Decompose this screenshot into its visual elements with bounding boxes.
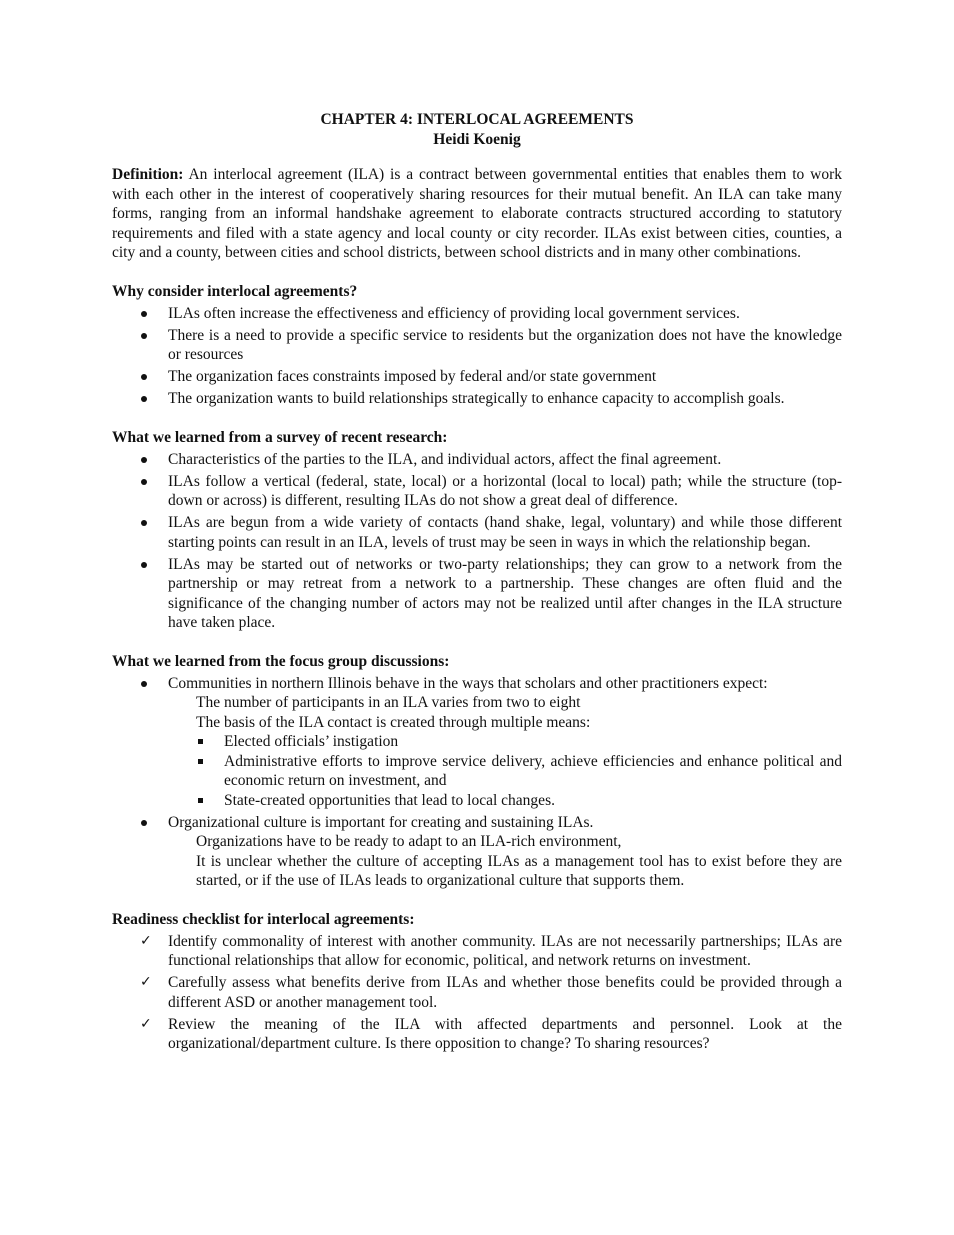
why-heading: Why consider interlocal agreements? [112, 282, 358, 300]
focus-heading: What we learned from the focus group discussions: [112, 652, 450, 670]
checklist-heading: Readiness checklist for interlocal agreements: [112, 910, 415, 928]
definition-text: An interlocal agreement (ILA) is a contract between governmental entities that enables them to work with each other in the interest of cooperatively sharing resources for their mutual benefit. An ILA can take many forms, ranging from an informal handshake agreement to elaborate contracts structured according to statutory requirements and filed with a state agency and local county or city recorder. ILAs exist between cities, counties, a city and a county, between cities and school districts, between school districts and in many other combinations. [112, 166, 842, 261]
list-item: ILAs are begun from a wide variety of contacts (hand shake, legal, voluntary) and while those different starting points can result in an ILA, levels of trust may be seen in ways in which the relationship began. [168, 514, 842, 551]
list-item: Characteristics of the parties to the ILA, and individual actors, affect the final agreement. [168, 450, 722, 468]
square-bullet-icon [198, 739, 203, 744]
why-list [112, 304, 842, 409]
research-heading: What we learned from a survey of recent research: [112, 428, 448, 446]
checkmark-icon: ✓ [140, 1015, 152, 1032]
list-item: ILAs often increase the effectiveness and efficiency of providing local government services. [168, 304, 740, 322]
list-item: ILAs follow a vertical (federal, state, local) or a horizontal (local to local) path; while the structure (top-down or across) is different, resulting ILAs do not show a great deal of difference. [168, 472, 842, 509]
checkmark-icon: ✓ [140, 974, 152, 990]
list-item: Organizational culture is important for creating and sustaining ILAs. Organizations have to be ready to adapt to an ILA-rich environment, It is unclear whether the culture of accepting ILAs as a management tool has to exist before they are started, or if the use of ILAs leads to organizational culture that supports them. [168, 813, 842, 889]
list-item: ✓ Carefully assess what benefits derive from ILAs and whether those benefits could be provided through a different ASD or another management tool. [140, 974, 842, 1011]
list-item: The organization faces constraints imposed by federal and/or state government [168, 368, 657, 385]
chapter-title: CHAPTER 4: INTERLOCAL AGREEMENTS [320, 111, 634, 128]
sublist-item: Administrative efforts to improve service delivery, achieve efficiencies and enhance political and economic return on investment, and [168, 752, 842, 791]
definition-paragraph [112, 165, 842, 263]
research-list [112, 450, 842, 633]
list-item: The organization wants to build relationships strategically to enhance capacity to accomplish goals. [168, 390, 785, 407]
square-bullet-icon [198, 798, 203, 803]
focus-sublist [168, 732, 842, 810]
sublist-item: State-created opportunities that lead to local changes. [168, 791, 842, 811]
list-item: ✓ Review the meaning of the ILA with affected departments and personnel. Look at the organizational/department culture. Is there opposition to change? To sharing resources? [140, 1015, 842, 1052]
focus-subline: Organizations have to be ready to adapt to an ILA-rich environment, [196, 833, 622, 850]
list-item: ILAs may be started out of networks or two-party relationships; they can grow to a network from the partnership or may retreat from a network to a partnership. These changes are often fluid and the significance of the changing number of actors may not be realized until after changes in the ILA structure have taken place. [168, 555, 842, 631]
checkmark-icon: ✓ [140, 932, 152, 949]
focus-list [112, 674, 842, 891]
list-item: ✓ Identify commonality of interest with another community. ILAs are not necessarily partnerships; ILAs are functional relationships that allow for economic, political, and network returns on investment. [140, 932, 842, 969]
focus-subline: The number of participants in an ILA varies from two to eight [196, 694, 581, 711]
author-name: Heidi Koenig [433, 130, 521, 148]
square-bullet-icon [198, 759, 203, 764]
focus-subline: The basis of the ILA contact is created through multiple means: [196, 713, 591, 731]
definition-label: Definition: [112, 166, 184, 183]
sublist-item: Elected officials’ instigation [168, 732, 842, 752]
list-item: Communities in northern Illinois behave in the ways that scholars and other practitioners expect: The number of participants in an ILA varies from two to eight The basis of the ILA contact is created through multiple means: Elected officials’ instigation Administrative efforts to improve service delivery, achieve efficiencies and enhance political and economic return on investment, and State-created opportunities that lead to local changes. [168, 674, 842, 809]
list-item: There is a need to provide a specific service to residents but the organization does not have the knowledge or resources [168, 326, 842, 363]
checklist-list [112, 932, 842, 1054]
focus-subline: It is unclear whether the culture of accepting ILAs as a management tool has to exist before they are started, or if the use of ILAs leads to organizational culture that supports them. [196, 852, 842, 889]
